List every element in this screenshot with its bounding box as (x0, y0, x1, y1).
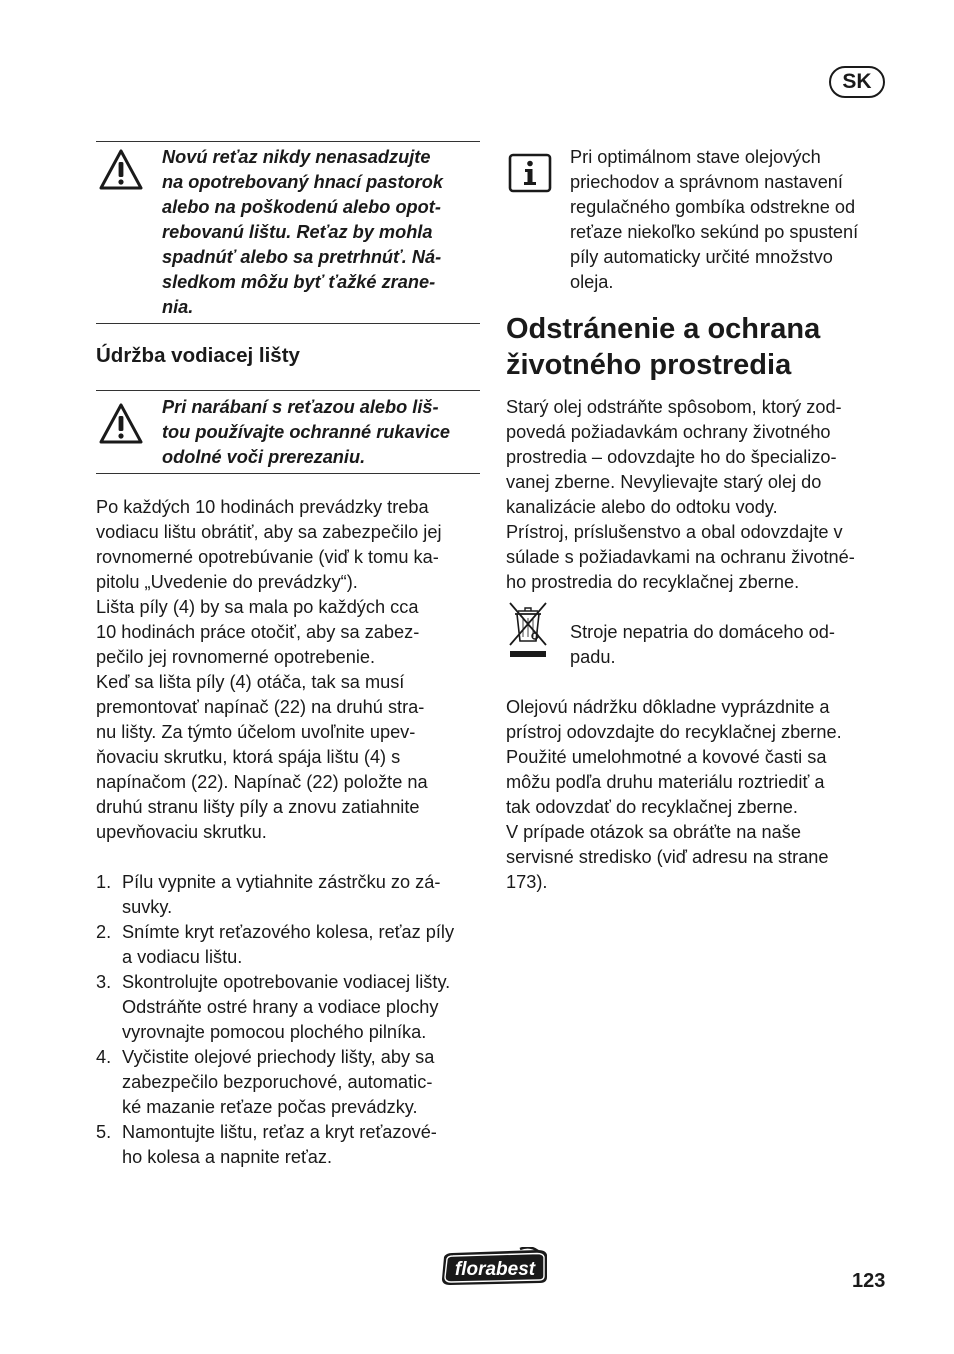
text-line: a vodiacu lištu. (122, 947, 243, 967)
text-line: Stroje nepatria do domáceho od- (570, 622, 835, 642)
warning-line: sledkom môžu byť ťažké zrane- (162, 272, 436, 292)
text-line: Olejovú nádržku dôkladne vyprázdnite a (506, 697, 830, 717)
text-line: Snímte kryt reťazového kolesa, reťaz píly (122, 922, 455, 942)
heading-line: Odstránenie a ochrana (506, 313, 821, 345)
text-line: padu. (570, 647, 616, 667)
text-line: servisné stredisko (viď adresu na strane (506, 847, 829, 867)
text-line: upevňovaciu skrutku. (96, 822, 267, 842)
language-badge: SK (829, 66, 885, 98)
text-line: ňovaciu skrutku, ktorá spája lištu (4) s (96, 747, 401, 767)
text-line: Použité umelohmotné a kovové časti sa (506, 747, 827, 767)
heading-line: životného prostredia (506, 349, 792, 381)
warning-text (162, 145, 482, 320)
info-icon (508, 153, 552, 193)
weee-text (570, 620, 900, 670)
text-line: prostredia – odovzdajte ho do špecializo- (506, 447, 837, 467)
list-item (96, 1120, 488, 1170)
disposal-paragraph (506, 395, 906, 595)
divider (96, 141, 480, 142)
warning-triangle-icon (98, 148, 144, 192)
list-number: 5. (96, 1122, 112, 1142)
list-item (96, 1045, 488, 1120)
divider (96, 473, 480, 474)
text-line: prístroj odovzdajte do recyklačnej zberne. (506, 722, 842, 742)
text-line: regulačného gombíka odstrekne od (570, 197, 856, 217)
warning-line: odolné voči prerezaniu. (162, 447, 366, 467)
warning-line: rebovanú lištu. Reťaz by mohla (162, 222, 433, 242)
text-line: nu lišty. Za týmto účelom uvoľnite upev- (96, 722, 416, 742)
text-line: Lišta píly (4) by sa mala po každých cca (96, 597, 419, 617)
text-line: Odstráňte ostré hrany a vodiace plochy (122, 997, 439, 1017)
text-line: Vyčistite olejové priechody lišty, aby sa (122, 1047, 435, 1067)
text-line: 173). (506, 872, 548, 892)
list-item (96, 970, 488, 1045)
list-number: 1. (96, 872, 112, 892)
warning-text (162, 395, 482, 470)
page-number: 123 (852, 1270, 886, 1292)
steps-list (96, 870, 488, 1170)
text-line: vyrovnajte pomocou plochého pilníka. (122, 1022, 427, 1042)
warning-line: Novú reťaz nikdy nenasadzujte (162, 147, 431, 167)
text-line: pitolu „Uvedenie do prevádzky“). (96, 572, 358, 592)
divider (96, 390, 480, 391)
crossed-out-bin-icon (506, 601, 550, 659)
warning-line: tou používajte ochranné rukavice (162, 422, 451, 442)
disposal-paragraph (506, 695, 906, 895)
info-note-text (570, 145, 900, 295)
text-line: vanej zberne. Nevylievajte starý olej do (506, 472, 822, 492)
text-line: povedá požiadavkám ochrany životného (506, 422, 831, 442)
text-line: Pri optimálnom stave olejových (570, 147, 821, 167)
text-line: Po každých 10 hodinách prevádzky treba (96, 497, 429, 517)
divider (96, 323, 480, 324)
maintenance-paragraph (96, 495, 486, 845)
text-line: ho kolesa a napnite reťaz. (122, 1147, 333, 1167)
text-line: Namontujte lištu, reťaz a kryt reťazové- (122, 1122, 437, 1142)
text-line: Starý olej odstráňte spôsobom, ktorý zod- (506, 397, 842, 417)
text-line: môžu podľa druhu materiálu roztriediť a (506, 772, 825, 792)
text-line: V prípade otázok sa obráťte na naše (506, 822, 801, 842)
warning-line: Pri narábaní s reťazou alebo liš- (162, 397, 439, 417)
warning-line: spadnúť alebo sa pretrhnúť. Ná- (162, 247, 442, 267)
warning-line: nia. (162, 297, 194, 317)
text-line: kanalizácie alebo do odtoku vody. (506, 497, 778, 517)
text-line: Skontrolujte opotrebovanie vodiacej lišty. (122, 972, 451, 992)
brand-logo (438, 1247, 551, 1288)
text-line: zabezpečilo bezporuchové, automatic- (122, 1072, 433, 1092)
text-line: vodiacu lištu obrátiť, aby sa zabezpečilo jej (96, 522, 442, 542)
list-number: 2. (96, 922, 112, 942)
text-line: pečilo jej rovnomerné opotrebenie. (96, 647, 376, 667)
text-line: Keď sa lišta píly (4) otáča, tak sa musí (96, 672, 405, 692)
text-line: 10 hodinách práce otočiť, aby sa zabez- (96, 622, 420, 642)
list-item (96, 920, 488, 970)
warning-triangle-icon (98, 402, 144, 446)
logo-text: florabest (454, 1259, 536, 1280)
text-line: reťaze niekoľko sekúnd po spustení (570, 222, 859, 242)
section-heading (506, 311, 906, 383)
warning-line: na opotrebovaný hnací pastorok (162, 172, 443, 192)
text-line: oleja. (570, 272, 614, 292)
list-number: 4. (96, 1047, 112, 1067)
warning-line: alebo na poškodenú alebo opot- (162, 197, 441, 217)
text-line: ho prostredia do recyklačnej zberne. (506, 572, 800, 592)
list-item (96, 870, 488, 920)
text-line: druhú stranu lišty píly a znovu zatiahnite (96, 797, 420, 817)
text-line: ké mazanie reťaze počas prevádzky. (122, 1097, 418, 1117)
text-line: suvky. (122, 897, 173, 917)
text-line: súlade s požiadavkami na ochranu životné- (506, 547, 855, 567)
text-line: píly automaticky určité množstvo (570, 247, 833, 267)
list-number: 3. (96, 972, 112, 992)
text-line: priechodov a správnom nastavení (570, 172, 843, 192)
section-heading: Údržba vodiacej lišty (96, 344, 300, 367)
text-line: napínačom (22). Napínač (22) položte na (96, 772, 428, 792)
text-line: premontovať napínač (22) na druhú stra- (96, 697, 425, 717)
text-line: rovnomerné opotrebúvanie (viď k tomu ka- (96, 547, 439, 567)
text-line: tak odovzdať do recyklačnej zberne. (506, 797, 798, 817)
text-line: Pílu vypnite a vytiahnite zástrčku zo zá- (122, 872, 441, 892)
text-line: Prístroj, príslušenstvo a obal odovzdajte v (506, 522, 843, 542)
